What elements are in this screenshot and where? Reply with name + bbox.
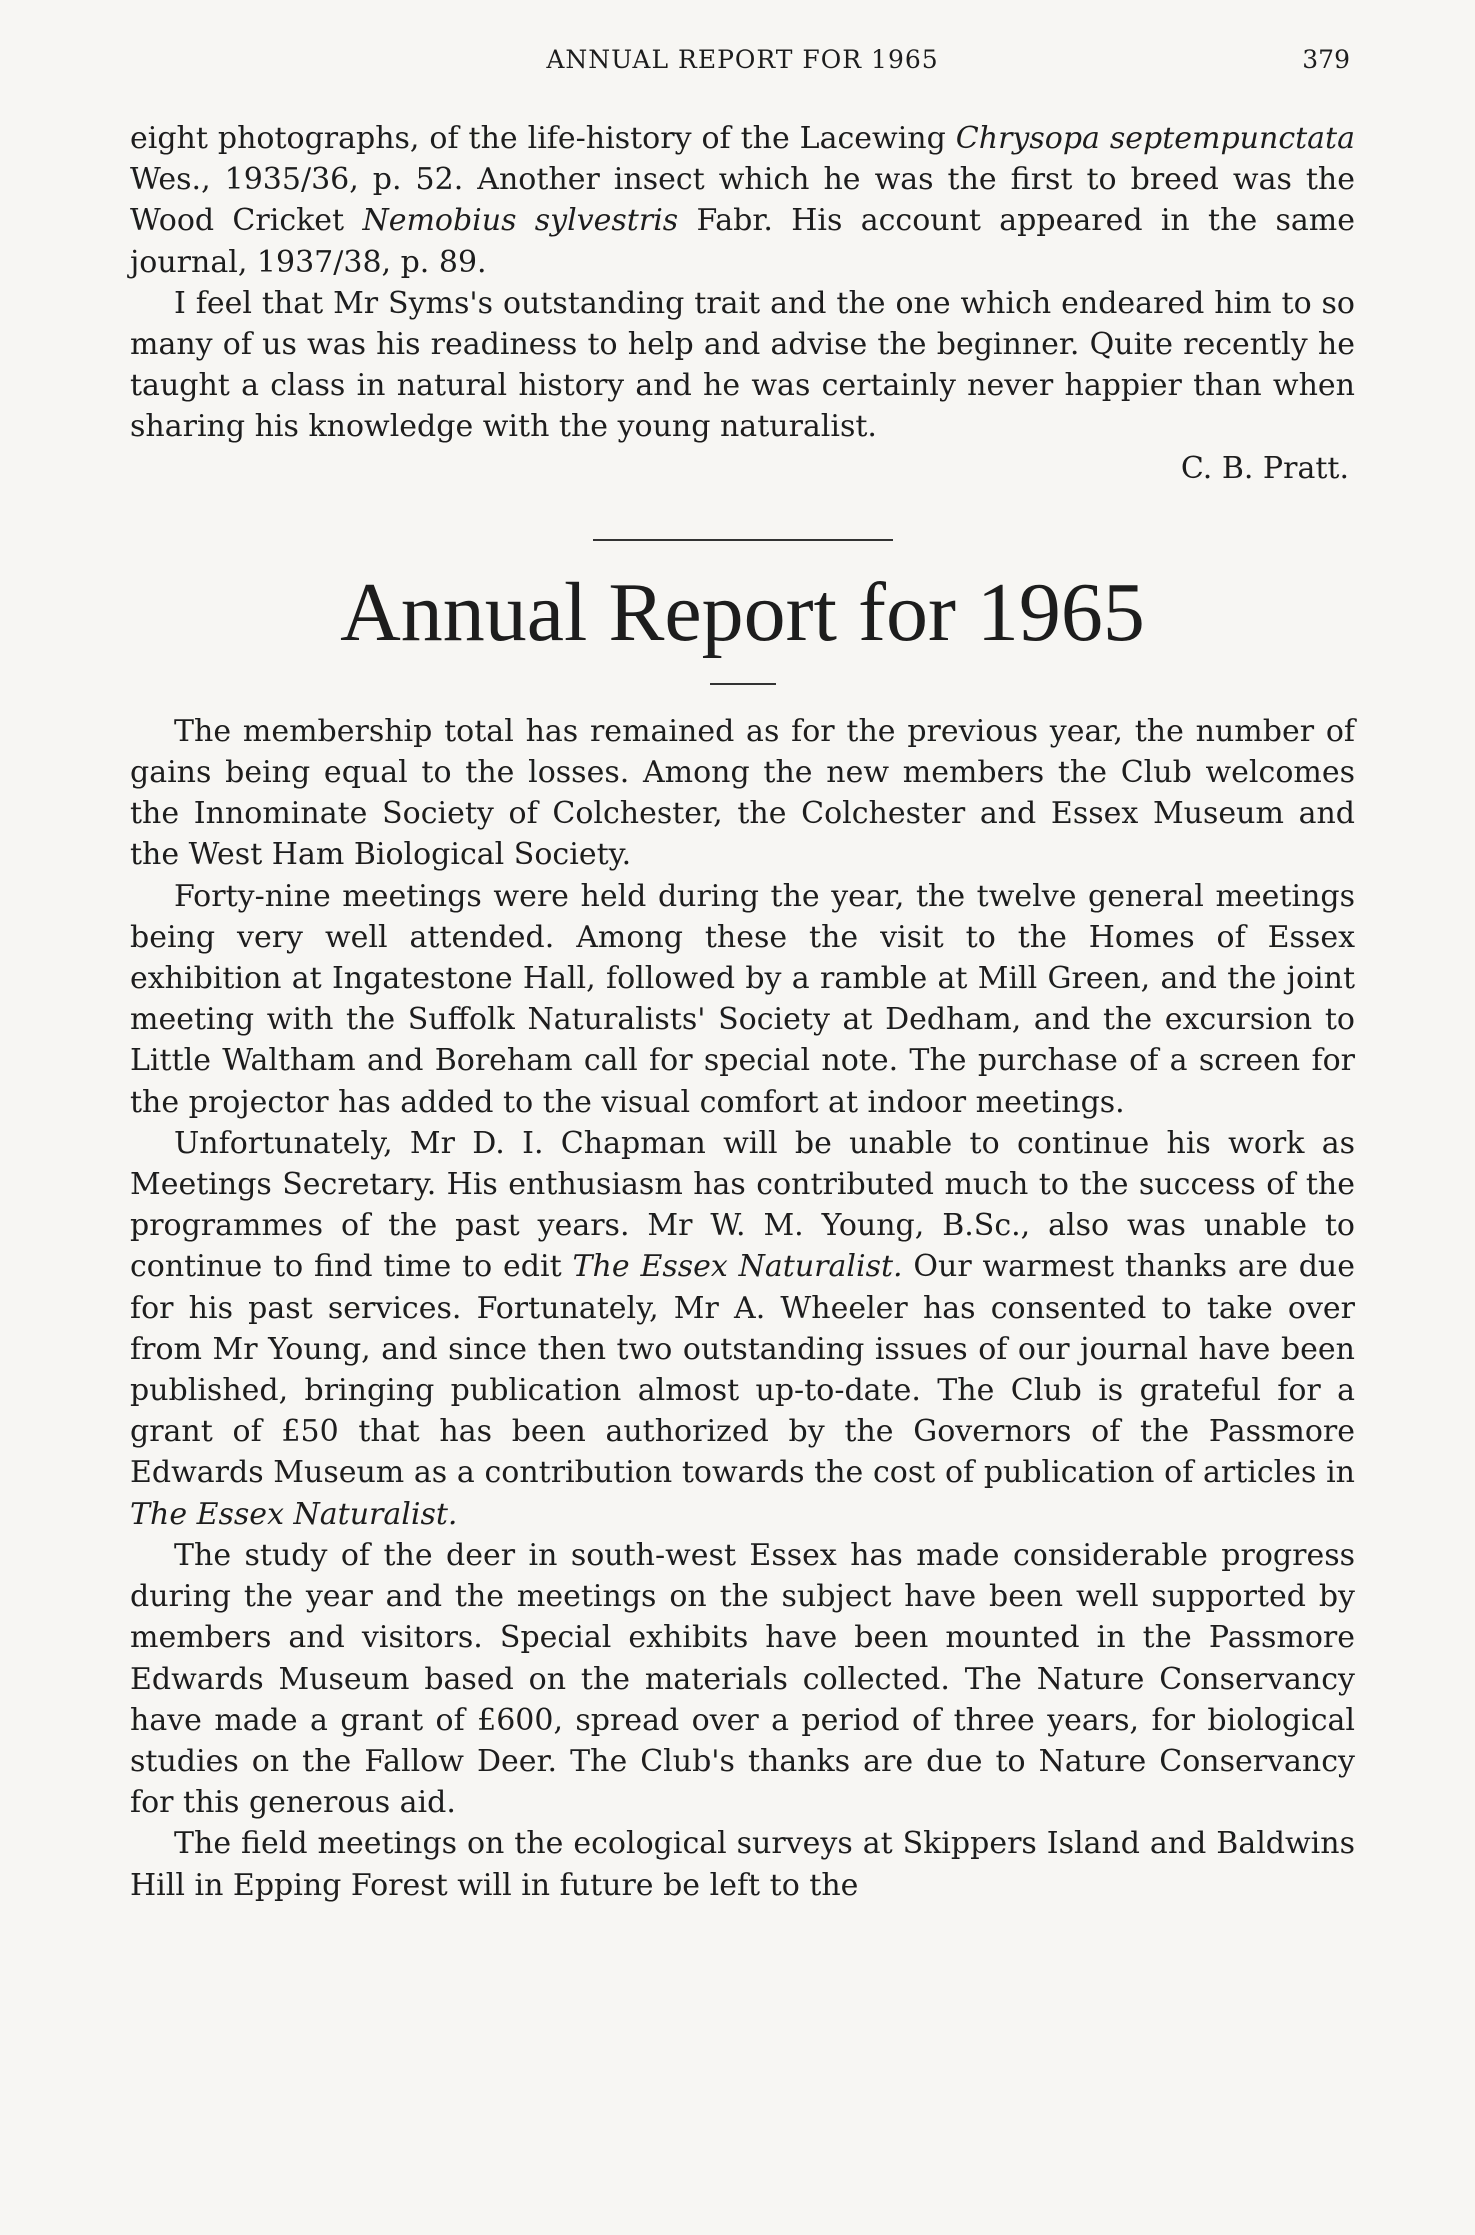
text-run: Wes., 1935/36, p. 52. Another insect which he was the first to breed was the Wood Cricket: [130, 162, 1355, 239]
running-title: ANNUAL REPORT FOR 1965: [546, 45, 939, 74]
page-body: [130, 118, 1355, 1906]
title-underline: [710, 683, 776, 685]
continuation-paragraph-1: [130, 118, 1355, 283]
section-divider: [593, 539, 893, 541]
report-paragraph-meetings: Forty-nine meetings were held during the year, the twelve general meetings being very well attended. Among these the visit to the Homes of Essex exhibition at Ingatestone Hall, followed by a ramble at Mill Green, and the joint meeting with the Suffolk Naturalists' Society at Dedham, and the excursion to Little Waltham and Boreham call for special note. The purchase of a screen for the projector has added to the visual comfort at indoor meetings.: [130, 878, 1355, 1120]
report-paragraph-officers: [130, 1123, 1355, 1535]
text-run: Fabr. His account appeared in the same journal, 1937/38, p. 89.: [130, 203, 1355, 280]
continuation-paragraph-2: I feel that Mr Syms's outstanding trait and the one which endeared him to so many of us was his readiness to help and advise the beginner. Quite recently he taught a class in natural history and he was certainly never happier than when sharing his knowledge with the young naturalist.: [130, 285, 1355, 445]
text-run: eight photographs, of the life-history of the Lacewing: [130, 121, 956, 156]
report-paragraph-membership: The membership total has remained as for the previous year, the number of gains being equal to the losses. Among the new members the Club welcomes the Innominate Society of Colchester, the Colchester and Essex Museum and the West Ham Biological Society.: [130, 713, 1355, 873]
running-header: [130, 40, 1355, 80]
text-run: Our warmest thanks are due for his past services. Fortunately, Mr A. Wheeler has consented to take over from Mr Young, and since then two outstanding issues of our journal have been published, bringing publication almost up-to-date. The Club is grateful for a grant of £50 that has been authorized by the Governors of the Passmore Edwards Museum as a contribution towards the cost of publication of articles in: [130, 1249, 1355, 1491]
species-name-chrysopa: Chrysopa septempunctata: [955, 121, 1356, 156]
journal-title: The Essex Naturalist.: [130, 1496, 458, 1532]
species-name-nemobius: Nemobius sylvestris: [362, 203, 679, 239]
author-signature: C. B. Pratt.: [1180, 450, 1349, 486]
section-title: Annual Report for 1965: [340, 565, 1145, 659]
page-number: 379: [1302, 45, 1350, 74]
report-paragraph-field-meetings: The field meetings on the ecological surveys at Skippers Island and Baldwins Hill in Epping Forest will in future be left to the: [130, 1826, 1355, 1903]
journal-title: The Essex Naturalist.: [572, 1249, 903, 1285]
report-paragraph-deer-study: The study of the deer in south-west Essex has made considerable progress during the year and the meetings on the subject have been well supported by members and visitors. Special exhibits have been mounted in the Passmore Edwards Museum based on the materials collected. The Nature Conservancy have made a grant of £600, spread over a period of three years, for biological studies on the Fallow Deer. The Club's thanks are due to Nature Conservancy for this generous aid.: [130, 1537, 1355, 1821]
text-run: Unfortunately, Mr D. I. Chapman will be unable to continue his work as Meetings Secretary. His enthusiasm has contributed much to the success of the programmes of the past years. Mr W. M. Young, B.Sc., also was unable to continue to find time to edit: [130, 1125, 1355, 1285]
